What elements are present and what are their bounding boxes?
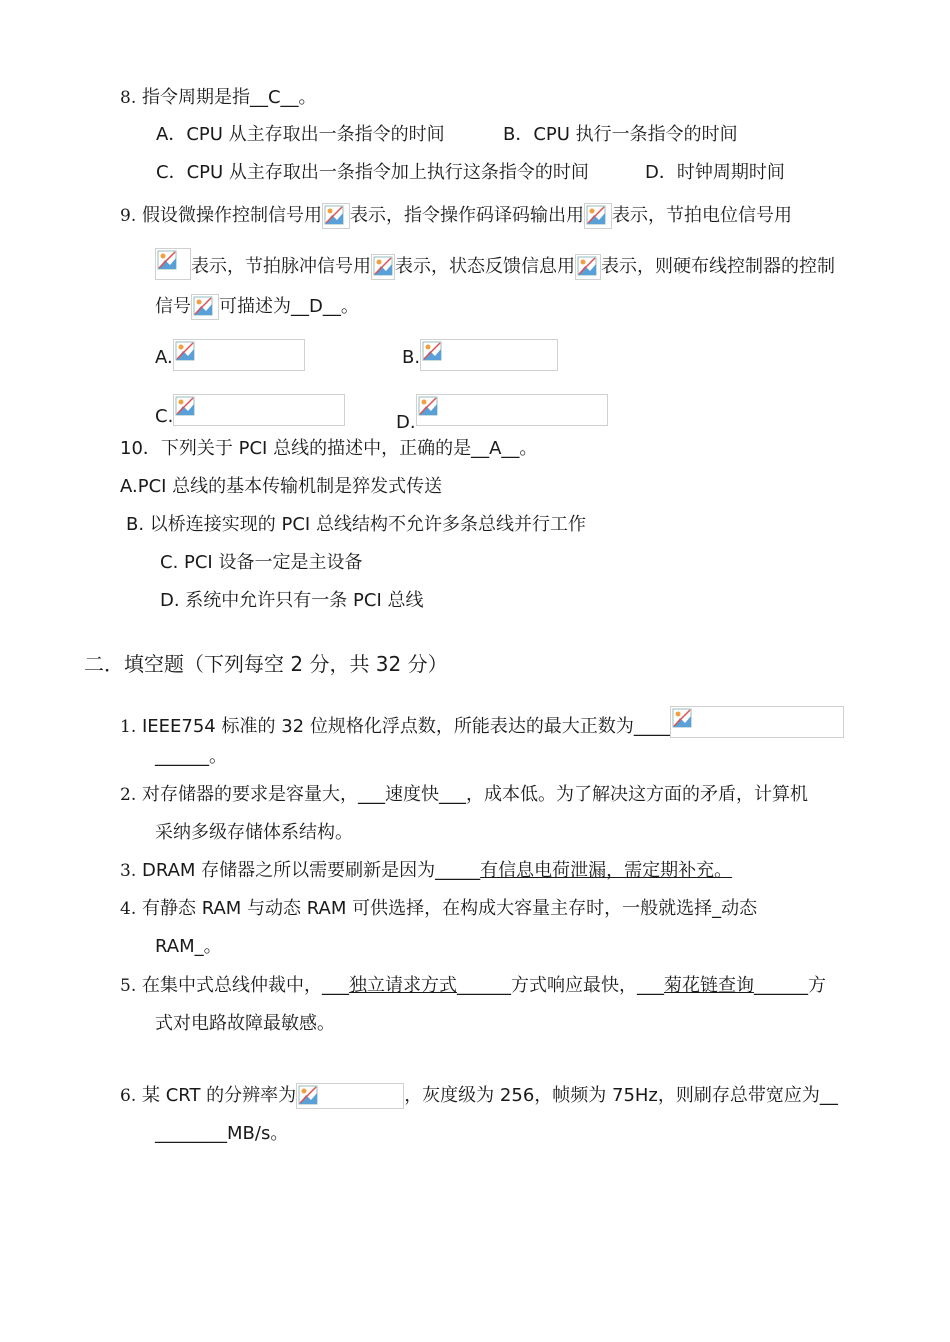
q9-option-c	[155, 394, 345, 429]
f2-number: 2.	[120, 785, 137, 805]
q9-text-1a: 假设微操作控制信号用	[141, 205, 322, 226]
q8-option-b: B．CPU 执行一条指令的时间	[503, 124, 738, 145]
f5-answer-2: 菊花链查询	[663, 975, 754, 996]
broken-image-icon	[584, 203, 612, 229]
q10-stem: 10．下列关于 PCI 总线的描述中，正确的是__A__。	[120, 438, 538, 459]
broken-image-icon	[155, 248, 191, 280]
f5-answer-1: 独立请求方式	[348, 975, 457, 996]
q9-answer: D	[309, 296, 323, 317]
q9-line-1	[120, 203, 792, 229]
broken-image-icon	[191, 294, 219, 320]
q10-option-b: B. 以桥连接实现的 PCI 总线结构不允许多条总线并行工作	[126, 514, 586, 535]
f4-line-2: RAM_。	[155, 936, 222, 957]
q8-option-d: D．时钟周期时间	[645, 162, 785, 183]
f6-text-b: ，灰度级为 256，帧频为 75Hz，则刷存总带宽应为	[404, 1085, 820, 1106]
f5-text-a: 在集中式总线仲裁中，	[141, 975, 322, 996]
f1-number: 1.	[120, 717, 137, 737]
f4-text: 有静态 RAM 与动态 RAM 可供选择，在构成大容量主存时，一般就选择_动态	[141, 898, 758, 919]
broken-image-icon	[322, 203, 350, 229]
q9-text-2c: 表示，则硬布线控制器的控制	[601, 256, 835, 277]
q10-option-a: A.PCI 总线的基本传输机制是猝发式传送	[120, 476, 443, 497]
q9-line-2	[155, 248, 835, 280]
q9-option-a	[155, 339, 305, 371]
f3-text: DRAM 存储器之所以需要刷新是因为	[141, 860, 436, 881]
broken-image-icon	[173, 339, 305, 371]
q8-number: 8.	[120, 88, 137, 108]
broken-image-icon	[670, 706, 844, 738]
q9-punct: 。	[340, 296, 359, 317]
f3-line-1: 3. DRAM 存储器之所以需要刷新是因为_____有信息电荷泄漏，需定期补充。	[120, 860, 733, 881]
q9-option-b-label: B.	[402, 347, 421, 368]
f1-end: 。	[209, 746, 227, 767]
f6-number: 6.	[120, 1086, 137, 1106]
f5-line-2: 式对电路故障最敏感。	[155, 1013, 335, 1034]
f1-line-2: ______。	[155, 746, 227, 767]
q9-line-3: 信号 可描述为__D__。	[155, 294, 359, 320]
f2-line-1: 2. 对存储器的要求是容量大，___速度快___，成本低。为了解决这方面的矛盾，计算机	[120, 784, 808, 805]
broken-image-icon	[371, 254, 395, 280]
q9-option-d	[396, 394, 608, 435]
q9-text-2b: 表示，状态反馈信息用	[395, 256, 575, 277]
q9-text-1c: 表示，节拍电位信号用	[611, 205, 792, 226]
f5-text-c: 方	[807, 975, 826, 996]
f1-text: IEEE754 标准的 32 位规格化浮点数，所能表达的最大正数为	[141, 716, 634, 737]
q9-option-c-label: C.	[155, 406, 174, 427]
f5-text-b: 方式响应最快，	[510, 975, 637, 996]
q9-option-a-label: A.	[155, 347, 173, 368]
f6-line-1: 6. 某 CRT 的分辨率为 ，灰度级为 256，帧频为 75Hz，则刷存总带宽应为__	[120, 1083, 838, 1109]
q9-text-2a: 表示，节拍脉冲信号用	[191, 256, 371, 277]
q9-text-1b: 表示，指令操作码译码输出用	[349, 205, 584, 226]
q9-number: 9.	[120, 206, 137, 226]
f2-line-2: 采纳多级存储体系结构。	[155, 822, 353, 843]
f2-text-b: ，成本低。为了解决这方面的矛盾，计算机	[465, 784, 808, 805]
broken-image-icon	[575, 254, 601, 280]
f5-number: 5.	[120, 976, 137, 996]
q10-option-d: D. 系统中允许只有一条 PCI 总线	[160, 590, 424, 611]
f4-number: 4.	[120, 899, 137, 919]
q10-answer: A	[489, 438, 502, 459]
q10-option-c: C. PCI 设备一定是主设备	[160, 552, 363, 573]
f6-unit: MB/s。	[227, 1123, 289, 1144]
f3-answer: 有信息电荷泄漏，需定期补充。	[480, 860, 733, 881]
broken-image-icon	[416, 394, 608, 426]
q9-text-3a: 信号	[155, 296, 191, 317]
q8-stem: 8. 指令周期是指__C__。	[120, 87, 317, 108]
q9-option-b	[402, 339, 558, 371]
f6-line-2: ________MB/s。	[155, 1123, 289, 1144]
q8-option-c: C．CPU 从主存取出一条指令加上执行这条指令的时间	[156, 162, 589, 183]
f3-number: 3.	[120, 861, 137, 881]
q8-punct: 。	[298, 87, 317, 108]
q9-option-d-label: D.	[396, 412, 416, 433]
f6-text-a: 某 CRT 的分辨率为	[141, 1085, 297, 1106]
q10-punct: 。	[519, 438, 538, 459]
f4-line-1	[120, 897, 757, 921]
q9-text-3b: 可描述为	[219, 296, 291, 317]
q8-text: 指令周期是指	[141, 87, 250, 108]
f2-answer: 速度快	[384, 784, 439, 805]
q10-text: ．下列关于 PCI 总线的描述中，正确的是	[142, 438, 472, 459]
q10-number: 10	[120, 438, 143, 459]
f2-text-a: 对存储器的要求是容量大，	[141, 784, 358, 805]
broken-image-icon	[420, 339, 558, 371]
f5-line-1: 5. 在集中式总线仲裁中，___独立请求方式______方式响应最快，___菊花链查询______方	[120, 975, 826, 996]
broken-image-icon	[296, 1083, 404, 1109]
broken-image-icon	[173, 394, 345, 426]
q8-option-a: A．CPU 从主存取出一条指令的时间	[156, 124, 445, 145]
section-2-heading: 二．填空题（下列每空 2 分，共 32 分）	[84, 652, 448, 676]
q8-answer: C	[267, 87, 281, 108]
f1-line-1: 1. IEEE754 标准的 32 位规格化浮点数，所能表达的最大正数为____	[120, 706, 844, 739]
